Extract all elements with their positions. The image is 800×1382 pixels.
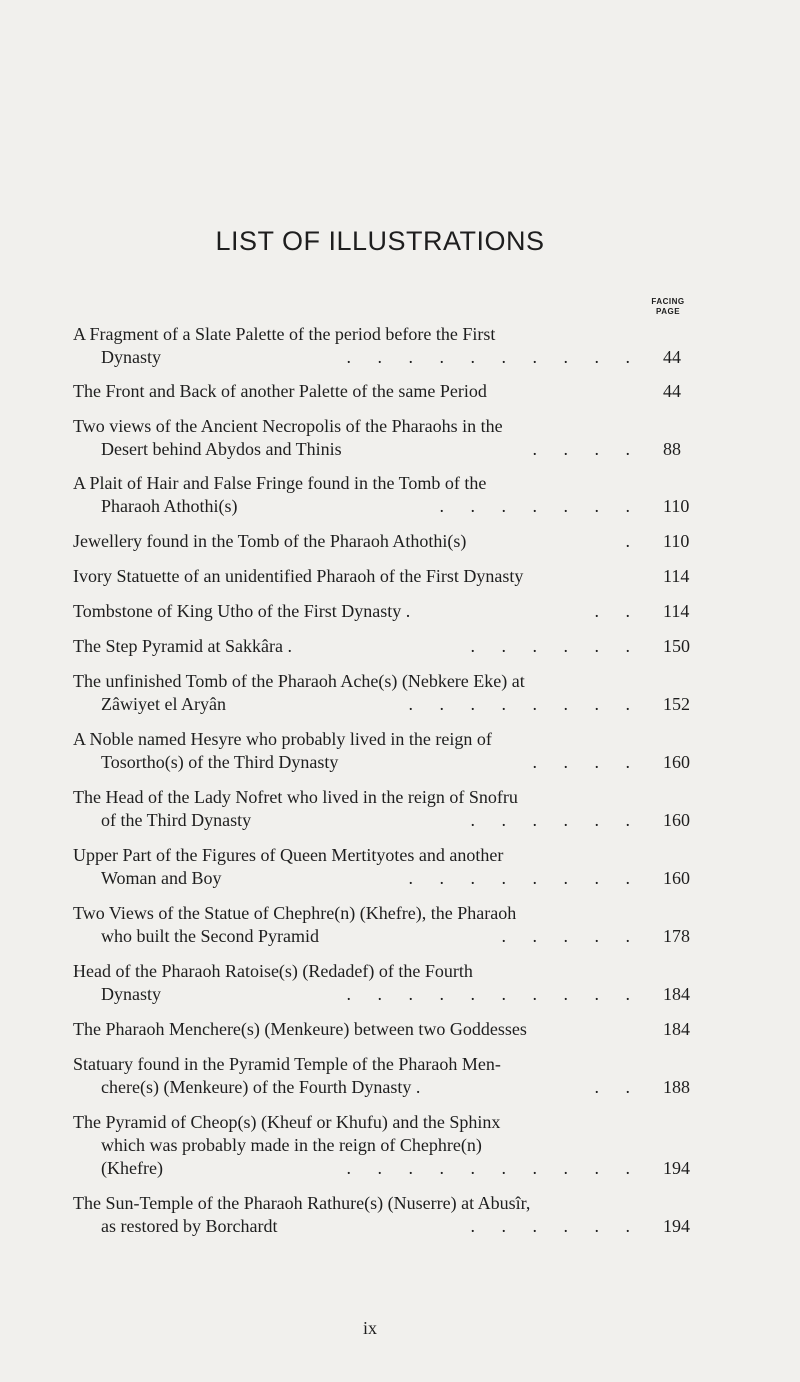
entry-caption-text: Two Views of the Statue of Chephre(n) (Khefre), the Pharaoh — [73, 903, 517, 923]
leader-dots: . . . . — [532, 439, 641, 459]
facing-page-header — [628, 297, 708, 317]
entry-caption-text: as restored by Borchardt — [101, 1216, 278, 1236]
facing-label: FACING — [651, 297, 685, 306]
entry-caption-text: Dynasty — [101, 347, 161, 367]
entry-caption-line — [73, 530, 713, 553]
entry-caption-text: The Head of the Lady Nofret who lived in the reign of Snofru — [73, 787, 518, 807]
leader-dots: . . . . . . . . . . — [346, 984, 641, 1004]
entry-caption-text: Statuary found in the Pyramid Temple of the Pharaoh Men- — [73, 1054, 501, 1074]
list-item — [73, 600, 713, 623]
entry-caption-line — [73, 1157, 713, 1180]
entry-caption-text: The Pyramid of Cheop(s) (Kheuf or Khufu) and the Sphinx — [73, 1112, 501, 1132]
entry-caption-line — [73, 495, 713, 518]
list-item — [73, 635, 713, 658]
leader-dots: . . . . . . — [470, 636, 641, 656]
entry-caption-text: The unfinished Tomb of the Pharaoh Ache(s) (Nebkere Eke) at — [73, 671, 525, 691]
entry-caption-text: (Khefre) — [101, 1158, 163, 1178]
list-item — [73, 1192, 713, 1238]
entry-caption-line — [73, 925, 713, 948]
entry-caption-line — [73, 693, 713, 716]
list-item — [73, 565, 713, 588]
page-reference: 184 — [663, 1019, 690, 1039]
entry-caption-text: A Fragment of a Slate Palette of the period before the First — [73, 324, 496, 344]
page-reference: 44 — [663, 347, 681, 367]
leader-dots: . . — [594, 601, 641, 621]
leader-dots: . — [625, 531, 641, 551]
entry-caption-line — [73, 809, 713, 832]
entry-caption-line — [73, 1053, 713, 1076]
list-item — [73, 902, 713, 948]
leader-dots: . . . . . . . . . . — [346, 1158, 641, 1178]
entry-caption-line — [73, 1134, 713, 1157]
page-reference: 160 — [663, 868, 690, 888]
page-reference: 44 — [663, 381, 681, 401]
page-number: ix — [362, 1318, 377, 1338]
entry-caption-line — [73, 960, 713, 983]
entry-caption-line — [73, 1192, 713, 1215]
entry-caption-text: who built the Second Pyramid — [101, 926, 319, 946]
list-item — [73, 530, 713, 553]
entry-caption-text: Tombstone of King Utho of the First Dynasty . — [73, 601, 411, 621]
entry-caption-line — [73, 380, 713, 403]
entry-caption-text: of the Third Dynasty — [101, 810, 252, 830]
page-label: PAGE — [655, 307, 681, 316]
list-item — [73, 1018, 713, 1041]
page-reference: 194 — [663, 1158, 690, 1178]
page-reference: 110 — [663, 531, 690, 551]
entry-caption-text: A Plait of Hair and False Fringe found in the Tomb of the — [73, 473, 487, 493]
leader-dots: . . . . . — [501, 926, 641, 946]
list-item — [73, 728, 713, 774]
list-item — [73, 960, 713, 1006]
leader-dots: . . . . — [532, 752, 641, 772]
entry-caption-line — [73, 983, 713, 1006]
entry-caption-text: Head of the Pharaoh Ratoise(s) (Redadef) of the Fourth — [73, 961, 473, 981]
entry-caption-line — [73, 565, 713, 588]
entry-caption-line — [73, 1018, 713, 1041]
list-item — [73, 380, 713, 403]
entry-caption-text: Upper Part of the Figures of Queen Mertityotes and another — [73, 845, 504, 865]
entry-caption-line — [73, 751, 713, 774]
list-item — [73, 323, 713, 369]
page-reference: 160 — [663, 810, 690, 830]
leader-dots: . . . . . . . . — [408, 868, 641, 888]
entry-caption-line — [73, 438, 713, 461]
entry-caption-text: The Step Pyramid at Sakkâra . — [73, 636, 292, 656]
entry-caption-line — [73, 902, 713, 925]
page-reference: 184 — [663, 984, 690, 1004]
entry-caption-text: Desert behind Abydos and Thinis — [101, 439, 342, 459]
leader-dots: . . — [594, 1077, 641, 1097]
entry-caption-line — [73, 867, 713, 890]
list-item — [73, 415, 713, 461]
entry-caption-text: Ivory Statuette of an unidentified Pharaoh of the First Dynasty — [73, 566, 524, 586]
leader-dots: . . . . . . — [470, 1216, 641, 1236]
entry-caption-text: A Noble named Hesyre who probably lived in the reign of — [73, 729, 492, 749]
list-item — [73, 670, 713, 716]
entry-caption-line — [73, 415, 713, 438]
entry-caption-line — [73, 844, 713, 867]
page-reference: 150 — [663, 636, 690, 656]
entry-caption-line — [73, 635, 713, 658]
entry-caption-text: Pharaoh Athothi(s) — [101, 496, 238, 516]
list-item — [73, 1111, 713, 1180]
page-reference: 114 — [663, 566, 690, 586]
list-item — [73, 786, 713, 832]
entry-caption-line — [73, 600, 713, 623]
entry-caption-line — [73, 786, 713, 809]
list-item — [73, 844, 713, 890]
leader-dots: . . . . . . . . . . — [346, 347, 641, 367]
page-reference: 88 — [663, 439, 681, 459]
entry-caption-line — [73, 472, 713, 495]
entry-caption-text: The Sun-Temple of the Pharaoh Rathure(s) (Nuserre) at Abusîr, — [73, 1193, 531, 1213]
entry-caption-line — [73, 1215, 713, 1238]
entry-caption-text: Zâwiyet el Aryân — [101, 694, 226, 714]
entry-caption-text: which was probably made in the reign of Chephre(n) — [101, 1135, 482, 1155]
page-reference: 110 — [663, 496, 690, 516]
page-title: LIST OF ILLUSTRATIONS — [215, 226, 545, 256]
page-reference: 152 — [663, 694, 690, 714]
illustrations-list — [73, 323, 713, 1238]
entry-caption-text: Jewellery found in the Tomb of the Pharaoh Athothi(s) — [73, 531, 467, 551]
page-reference: 178 — [663, 926, 690, 946]
entry-caption-line — [73, 346, 713, 369]
entry-caption-text: Dynasty — [101, 984, 161, 1004]
entry-caption-line — [73, 323, 713, 346]
entry-caption-line — [73, 1111, 713, 1134]
leader-dots: . . . . . . . . — [408, 694, 641, 714]
page-reference: 160 — [663, 752, 690, 772]
page-reference: 194 — [663, 1216, 690, 1236]
entry-caption-text: Tosortho(s) of the Third Dynasty — [101, 752, 339, 772]
entry-caption-text: Two views of the Ancient Necropolis of the Pharaohs in the — [73, 416, 503, 436]
page-reference: 188 — [663, 1077, 690, 1097]
entry-caption-line — [73, 670, 713, 693]
entry-caption-line — [73, 728, 713, 751]
list-item — [73, 1053, 713, 1099]
leader-dots: . . . . . . — [470, 810, 641, 830]
entry-caption-text: Woman and Boy — [101, 868, 222, 888]
leader-dots: . . . . . . . — [439, 496, 641, 516]
entry-caption-text: The Front and Back of another Palette of the same Period — [73, 381, 487, 401]
entry-caption-text: The Pharaoh Menchere(s) (Menkeure) between two Goddesses — [73, 1019, 527, 1039]
entry-caption-line — [73, 1076, 713, 1099]
list-item — [73, 472, 713, 518]
entry-caption-text: chere(s) (Menkeure) of the Fourth Dynasty . — [101, 1077, 421, 1097]
page-reference: 114 — [663, 601, 690, 621]
